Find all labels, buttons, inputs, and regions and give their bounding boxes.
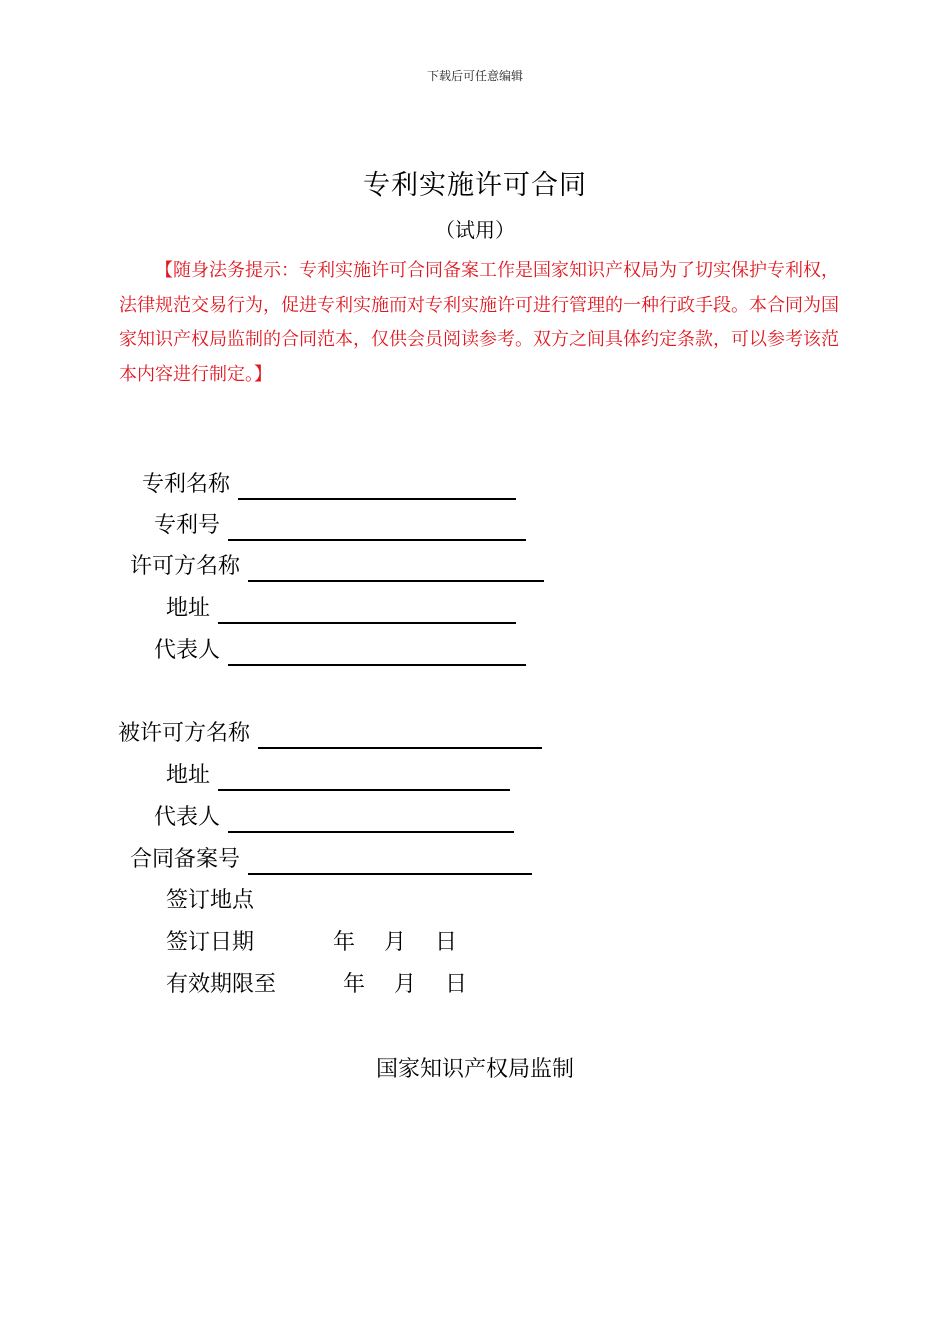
valid-until-label: 有效期限至 xyxy=(166,972,277,997)
header-note: 下载后可任意编辑 xyxy=(426,69,523,83)
issuer-footer: 国家知识产权局监制 xyxy=(375,1057,574,1082)
sign-place-label: 签订地点 xyxy=(166,888,255,913)
licensor-address-blank[interactable] xyxy=(218,600,516,624)
licensor-address-label: 地址 xyxy=(166,596,211,621)
valid-until-month: 月 xyxy=(394,972,417,997)
licensor-name-label: 许可方名称 xyxy=(130,554,241,579)
patent-name-blank[interactable] xyxy=(238,476,516,500)
valid-until-day: 日 xyxy=(445,972,468,997)
licensee-address-label: 地址 xyxy=(166,763,211,788)
sign-date-label: 签订日期 xyxy=(166,930,255,955)
sign-date-day: 日 xyxy=(435,930,458,955)
sign-date-month: 月 xyxy=(384,930,407,955)
document-subtitle: （试用） xyxy=(435,218,515,242)
licensee-name-label: 被许可方名称 xyxy=(118,721,251,746)
licensee-address-blank[interactable] xyxy=(218,767,510,791)
licensee-name-blank[interactable] xyxy=(258,725,542,749)
document-title: 专利实施许可合同 xyxy=(363,170,587,201)
patent-no-label: 专利号 xyxy=(154,513,221,538)
filing-no-blank[interactable] xyxy=(248,851,532,875)
valid-until xyxy=(166,970,467,1000)
licensee-rep-label: 代表人 xyxy=(154,805,221,830)
licensee-address-field xyxy=(166,761,510,791)
licensee-name-field xyxy=(118,719,542,749)
sign-date xyxy=(166,928,457,958)
licensee-rep-field xyxy=(154,803,514,833)
patent-name-field xyxy=(142,470,516,500)
patent-no-blank[interactable] xyxy=(228,517,526,541)
filing-no-field xyxy=(130,845,532,875)
sign-place xyxy=(166,886,254,916)
filing-no-label: 合同备案号 xyxy=(130,847,241,872)
licensor-rep-blank[interactable] xyxy=(228,642,526,666)
licensor-rep-label: 代表人 xyxy=(154,638,221,663)
licensor-rep-field xyxy=(154,636,526,666)
sign-date-year: 年 xyxy=(333,930,356,955)
patent-no-field xyxy=(154,511,526,541)
licensor-name-blank[interactable] xyxy=(248,558,544,582)
licensor-name-field xyxy=(130,552,544,582)
legal-tip: 【随身法务提示：专利实施许可合同备案工作是国家知识产权局为了切实保护专利权，法律规范交易行为，促进专利实施而对专利实施许可进行管理的一种行政手段。本合同为国家知识产权局监制的合同范本，仅供会员阅读参考。双方之间具体约定条款，可以参考该范本内容进行制定。】 xyxy=(119,260,839,385)
valid-until-year: 年 xyxy=(343,972,366,997)
licensor-address-field xyxy=(166,594,516,624)
licensee-rep-blank[interactable] xyxy=(228,809,514,833)
patent-name-label: 专利名称 xyxy=(142,472,231,497)
